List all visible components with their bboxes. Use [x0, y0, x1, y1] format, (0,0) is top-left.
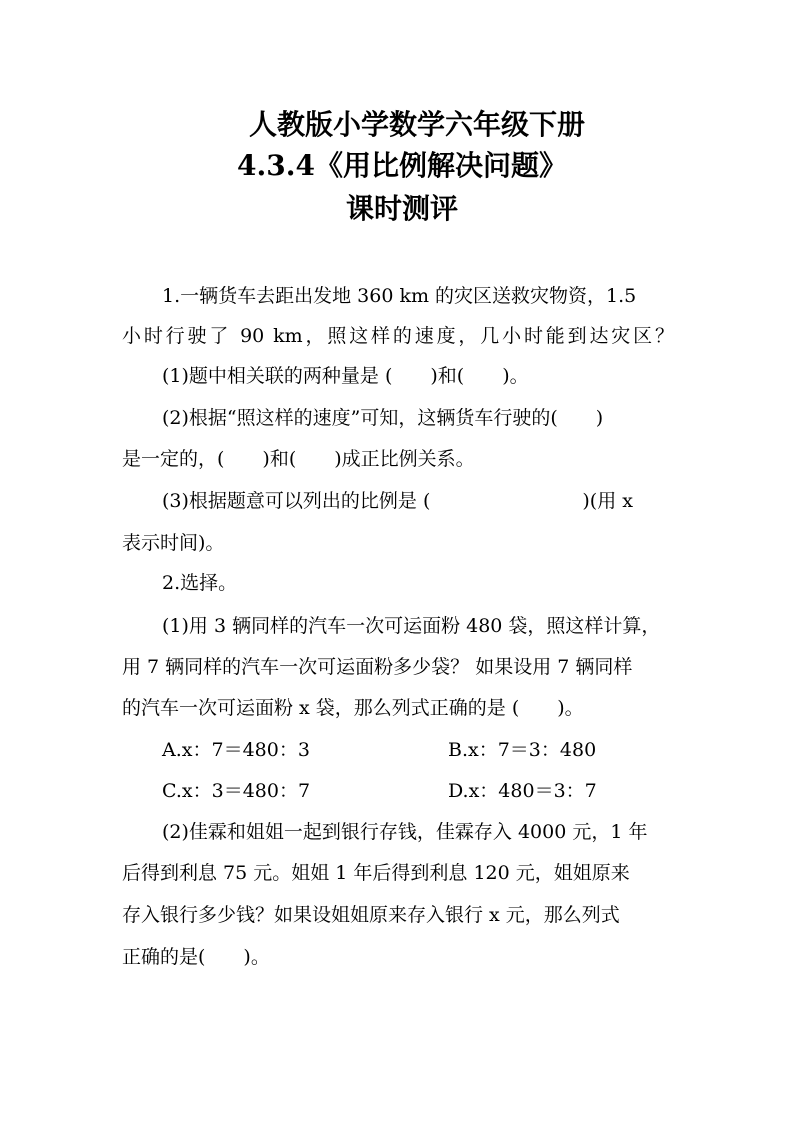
q1-sub3-line2: 表示时间)。 [122, 532, 225, 554]
q2-heading: 2.选择。 [162, 572, 238, 594]
document-title-subtitle: 课时测评 [345, 192, 458, 225]
q1-text-line2: 小时行驶了 90 km，照这样的速度，几小时能到达灾区？ [122, 325, 674, 347]
q2-sub2-line1: (2)佳霖和姐姐一起到银行存钱，佳霖存入 4000 元，1 年 [162, 821, 648, 843]
q2-option-a: A.x：7＝480：3 [162, 739, 310, 761]
q2-sub1-line3: 的汽车一次可运面粉 x 袋，那么列式正确的是 ( )。 [122, 697, 584, 719]
document-title-series: 人教版小学数学六年级下册 [248, 108, 585, 141]
q2-sub2-line4: 正确的是( )。 [122, 946, 270, 968]
q1-sub1: (1)题中相关联的两种量是 ( )和( )。 [162, 365, 529, 387]
q2-sub2-line3: 存入银行多少钱？如果设姐姐原来存入银行 x 元，那么列式 [122, 904, 620, 926]
q2-option-d: D.x：480＝3：7 [448, 780, 597, 802]
q2-sub1-line2: 用 7 辆同样的汽车一次可运面粉多少袋？ 如果设用 7 辆同样 [122, 656, 633, 678]
q1-sub2-line1: (2)根据“照这样的速度”可知，这辆货车行驶的( ) [162, 407, 604, 429]
q2-option-b: B.x：7＝3：480 [448, 739, 597, 761]
q2-sub1-line1: (1)用 3 辆同样的汽车一次可运面粉 480 袋，照这样计算， [162, 615, 661, 637]
q1-sub3-line1: (3)根据题意可以列出的比例是 ( )(用 x [162, 490, 633, 512]
q2-option-c: C.x：3＝480：7 [162, 780, 311, 802]
document-title-lesson: 4.3.4《用比例解决问题》 [237, 149, 567, 182]
q2-sub2-line2: 后得到利息 75 元。姐姐 1 年后得到利息 120 元，姐姐原来 [122, 862, 630, 884]
q1-sub2-line2: 是一定的，( )和( )成正比例关系。 [122, 448, 475, 470]
q1-text-line1: 1.一辆货车去距出发地 360 km 的灾区送救灾物资，1.5 [162, 285, 637, 307]
